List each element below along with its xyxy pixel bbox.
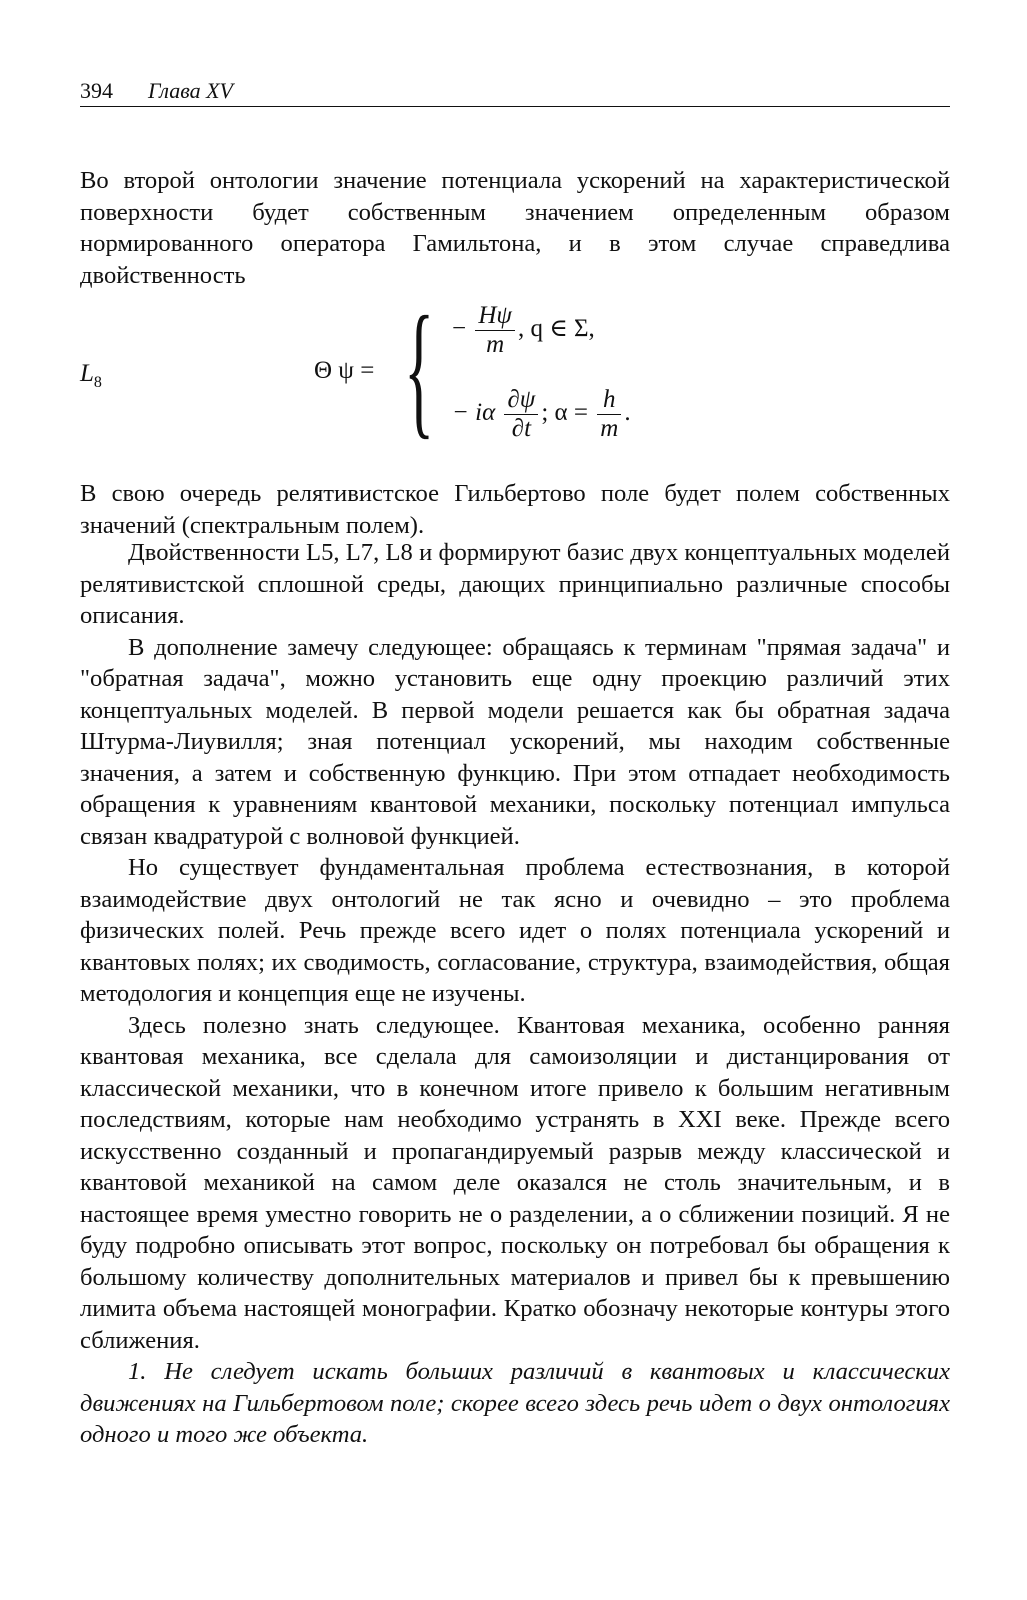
paragraph-3: Двойственности L5, L7, L8 и формируют базис двух концептуальных моделей релятивистской сплошной среды, дающих принципиально различные способы описания. (80, 539, 950, 629)
chapter-title: Глава XV (148, 78, 233, 103)
paragraph-5: Но существует фундаментальная проблема естествознания, в которой взаимодействие двух онтологий не так ясно и очевидно – это проблема физических полей. Речь прежде всего идет о полях потенциала ускорений и квантовых полях; их сводимость, согласование, структура, взаимодействия, общая методология и концепция еще не изучены. (80, 854, 950, 1007)
paragraph-1: Во второй онтологии значение потенциала ускорений на характеристической поверхности будет собственным значением определенным образом нормированного оператора Гамильтона, и в этом случае справедлива двойственность (80, 167, 950, 289)
paragraph-block-rest (80, 537, 950, 1451)
formula-label: $L_8$ (80, 360, 102, 391)
left-brace: { (404, 286, 435, 452)
formula-case-1: − $\frac{H\psi}{m}$ , q ∈ Σ, (452, 302, 595, 358)
paragraph-block-2 (80, 478, 950, 541)
paragraph-7-list-item: 1. Не следует искать больших различий в квантовых и классических движениях на Гильбертовом поле; скорее всего здесь речь идет о двух онтологиях одного и того же объекта. (80, 1358, 950, 1448)
paragraph-2: В свою очередь релятивистское Гильбертово поле будет полем собственных значений (спектральным полем). (80, 480, 950, 539)
running-header (80, 74, 950, 107)
paragraph-4: В дополнение замечу следующее: обращаясь к терминам "прямая задача" и "обратная задача", можно установить еще одну проекцию различий этих концептуальных моделей. В первой модели решается как бы обратная задача Штурма-Лиувилля; зная потенциал ускорений, мы находим собственные значения, а затем и собственную функцию. При этом отпадает необходимость обращения к уравнениям квантовой механики, поскольку потенциал импульса связан квадратурой с волновой функцией. (80, 633, 950, 850)
formula-lhs: Θ ψ = (314, 357, 375, 384)
paragraph-6: Здесь полезно знать следующее. Квантовая механика, особенно ранняя квантовая механика, все сделала для самоизоляции и дистанцирования от классической механики, что в конечном итоге привело к большим негативным последствиям, которые нам необходимо устранять в XXI веке. Прежде всего искусственно созданный и пропагандируемый разрыв между классической и квантовой механикой на самом деле оказался не столь значительным, и в настоящее время уместно говорить не о разделении, а о сближении позиций. Я не буду подробно описывать этот вопрос, поскольку он потребовал бы обращения к большому количеству дополнительных материалов и привел бы к превышению лимита объема настоящей монографии. Кратко обозначу некоторые контуры этого сближения. (80, 1011, 950, 1354)
page-number: 394 (80, 78, 113, 103)
formula-case-2: − iα $\frac{\partial\psi}{\partial t}$ ; α = $\frac{h}{m}$ . (452, 386, 631, 442)
paragraph-intro (80, 165, 950, 291)
formula-L8 (0, 286, 1027, 470)
